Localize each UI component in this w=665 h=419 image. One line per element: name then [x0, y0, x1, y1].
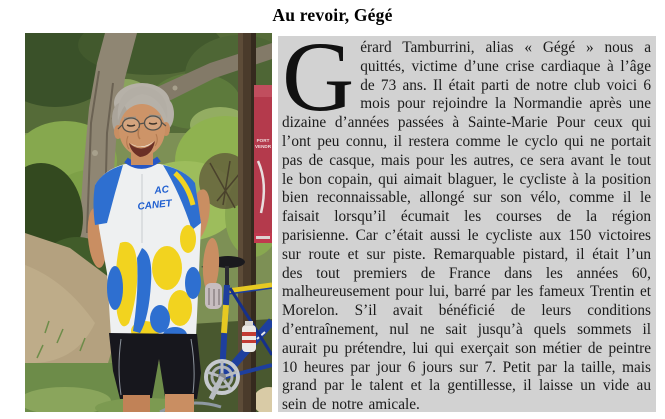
glasses — [123, 118, 140, 132]
leg — [165, 394, 194, 412]
jersey-text-line1: AC — [153, 184, 170, 197]
cyclist-photo — [25, 33, 272, 412]
obituary-paragraph — [282, 21, 651, 415]
sign-text-line1: PORT — [256, 138, 270, 143]
dropcap: G — [282, 21, 355, 132]
leg — [123, 395, 150, 412]
water-bottle — [242, 325, 256, 352]
obituary-body-text: érard Tamburrini, alias « Gégé » nous a quittés, victime d’une crise cardiaque à l’âge de 73 ans. Il était parti de notre club voici 6 mois pour rejoindre la Normandie après une dizaine d’années passées à Sainte-Marie Pour ceux qui l’ont peu connu, il restera comme le cyclo qui ne portait pas de casque, mais pour les autres, ce sera avant le tout le bon copain, qui aimait blaguer, le cycliste à la position bien reconnaissable, allongé sur son vélo, comme il le faisait lorsqu’il écumait les courses de la région parisienne. Car c’était aussi le cycliste aux 150 victoires sur route et sur piste. Remarquable pistard, il était l’un des tout premiers de France dans les années 60, malheureusement pour lui, barré par les fameux Trentin et Morelon. S’il avait bénéficié de leurs conditions d’entraînement, nul ne sait jusqu’à quels sommets il aurait pu prétendre, lui qui exerçait son métier de peintre 10 heures par jour 6 jours sur 7. Petit par la taille, mais grand par le talent et la gentillesse, il laisse un vide au sein de notre amicale. — [282, 39, 651, 414]
red-sign — [254, 85, 272, 233]
cyclist-photo-illustration — [25, 33, 272, 412]
sign-text-line2: VENDR — [254, 144, 272, 149]
page-title: Au revoir, Gégé — [272, 5, 393, 25]
obituary-text-panel — [278, 21, 656, 414]
jersey-text-line2: CANET — [137, 198, 173, 213]
